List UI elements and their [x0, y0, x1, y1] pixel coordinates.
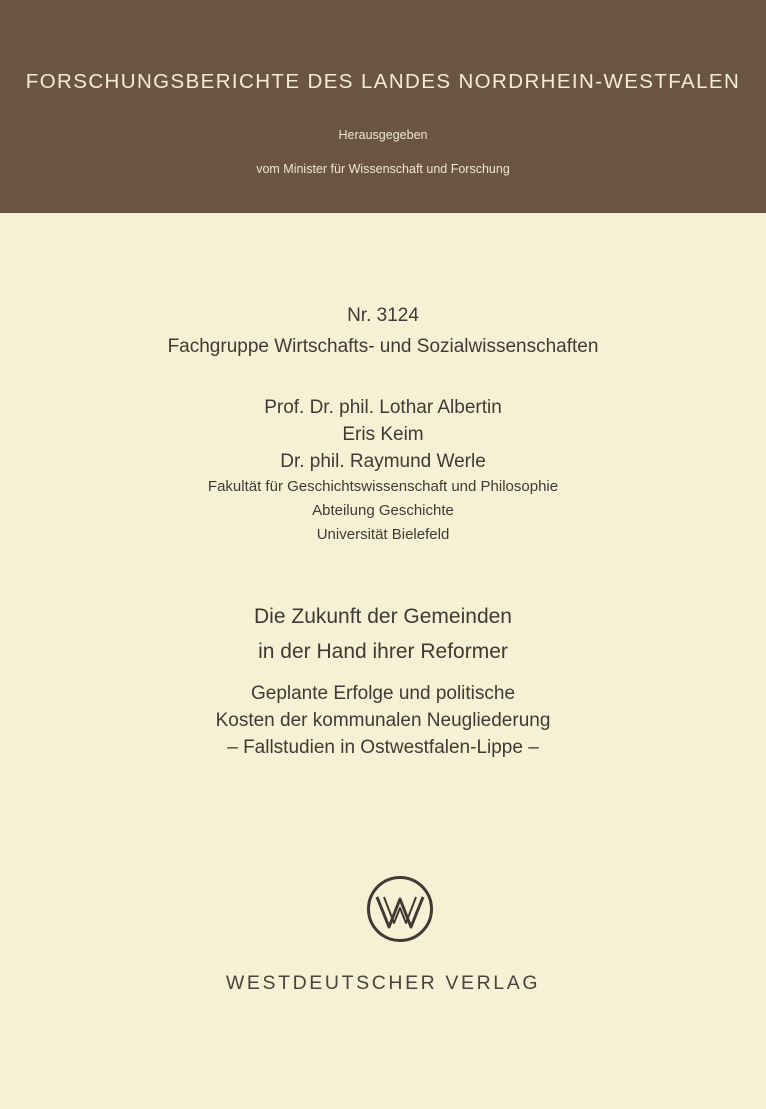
subtitle-line: – Fallstudien in Ostwestfalen-Lippe – — [227, 737, 539, 758]
subject-group: Fachgruppe Wirtschafts- und Sozialwissenschaften — [167, 336, 599, 357]
report-number: Nr. 3124 — [347, 305, 419, 326]
subtitle-line: Kosten der kommunalen Neugliederung — [215, 710, 551, 731]
affiliation-line: Universität Bielefeld — [316, 526, 450, 543]
author-name: Prof. Dr. phil. Lothar Albertin — [264, 397, 502, 418]
publisher-name: WESTDEUTSCHER VERLAG — [225, 972, 541, 994]
book-title-line: Die Zukunft der Gemeinden — [254, 605, 512, 628]
affiliation-line: Abteilung Geschichte — [312, 502, 454, 519]
minister-label: vom Minister für Wissenschaft und Forschung — [256, 162, 510, 176]
author-name: Dr. phil. Raymund Werle — [280, 451, 486, 472]
series-title: FORSCHUNGSBERICHTE DES LANDES NORDRHEIN-WESTFALEN — [25, 70, 741, 93]
book-title-line: in der Hand ihrer Reformer — [258, 640, 508, 663]
published-by-label: Herausgegeben — [338, 128, 428, 142]
ww-circle-logo-icon — [366, 875, 434, 943]
author-name: Eris Keim — [342, 424, 424, 445]
affiliation-line: Fakultät für Geschichtswissenschaft und Philosophie — [207, 478, 559, 495]
subtitle-line: Geplante Erfolge und politische — [250, 683, 516, 704]
header-band — [0, 0, 766, 213]
